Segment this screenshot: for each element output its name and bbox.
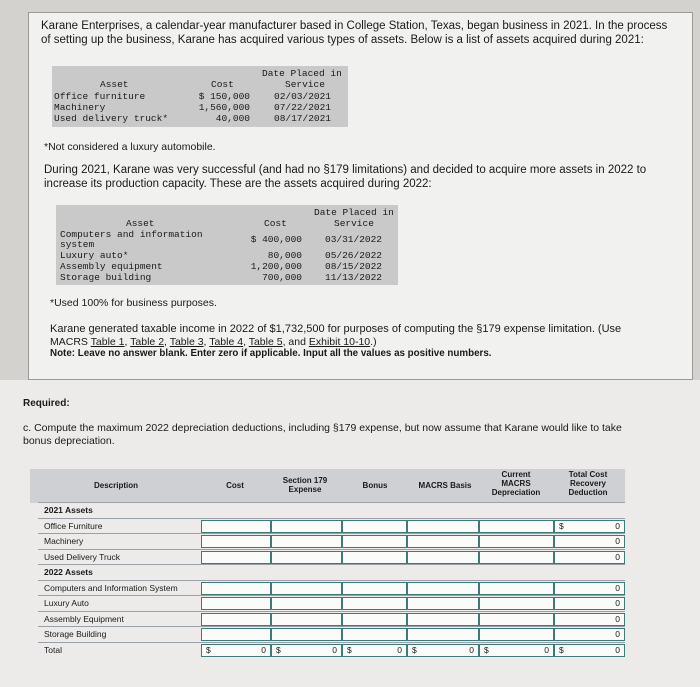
required-label: Required: — [23, 398, 70, 409]
assembly-sec179-input[interactable] — [271, 613, 342, 626]
asset-2022-name: Luxury auto* — [60, 250, 129, 261]
storage-bonus-input[interactable] — [342, 628, 407, 641]
table-row-total: Total $ 0 $ 0 $ 0 $ 0 $ 0 $ 0 — [38, 642, 625, 658]
question-line-2: bonus depreciation. — [23, 435, 115, 447]
assembly-cost-input[interactable] — [201, 613, 271, 626]
storage-sec179-input[interactable] — [271, 628, 342, 641]
table-1-link[interactable]: Table 1 — [90, 336, 125, 348]
col-sec179-line1: Section 179 — [282, 476, 328, 485]
table-row-computers: Computers and Information System 0 — [38, 580, 625, 596]
office-furniture-sec179-input[interactable] — [271, 520, 342, 533]
table-row-2021-assets: 2021 Assets — [38, 502, 625, 518]
assembly-bonus-input[interactable] — [342, 613, 407, 626]
asset-2021-date: 07/22/2021 — [274, 102, 332, 113]
col-macrs-basis: MACRS Basis — [418, 481, 472, 490]
luxury-auto-cost-input[interactable] — [201, 597, 271, 610]
col-description: Description — [93, 481, 138, 490]
col-current-line3: Depreciation — [491, 488, 541, 497]
asset-2021-name: Machinery — [54, 102, 106, 113]
col-current-line1: Current — [501, 470, 531, 479]
asset-2022-name-cont: system — [60, 239, 95, 250]
asset-2021-cost: $ 150,000 — [198, 91, 250, 102]
table-2-link[interactable]: Table 2 — [130, 336, 165, 348]
col-cost: Cost — [226, 481, 244, 490]
asset-2021-name: Used delivery truck* — [54, 113, 169, 124]
assembly-total-value: 0 — [554, 613, 625, 626]
table-4-link[interactable]: Table 4 — [209, 336, 244, 348]
assets-2021-header-cost: Cost — [211, 79, 234, 90]
table-row-machinery: Machinery 0 — [38, 533, 625, 549]
col-total-line3: Deduction — [568, 488, 608, 497]
machinery-total-value: 0 — [554, 535, 625, 548]
total-recovery-value: $ 0 — [554, 644, 625, 657]
table-5-link[interactable]: Table 5 — [248, 336, 283, 348]
para3-line-1: Karane generated taxable income in 2022 of $1,732,500 for purposes of computing the §179 expense limitation. (Use — [50, 323, 622, 335]
table-row-used-delivery-truck: Used Delivery Truck 0 — [38, 549, 625, 565]
asset-2022-name: Storage building — [60, 272, 152, 283]
luxury-auto-macrs-basis-input[interactable] — [407, 597, 479, 610]
total-sec179-value: $ 0 — [271, 644, 342, 657]
table-row-office-furniture: Office Furniture $ 0 — [38, 518, 625, 534]
para3-line-2: MACRS Table 1, Table 2, Table 3, Table 4, Table 5, and Exhibit 10-10.) — [50, 336, 377, 348]
instruction-note: Note: Leave no answer blank. Enter zero if applicable. Input all the values as positive numbers. — [50, 348, 492, 359]
assets-2021-header-service: Service — [285, 79, 325, 90]
truck-bonus-input[interactable] — [342, 551, 407, 564]
assembly-current-macrs-input[interactable] — [479, 613, 554, 626]
para2-line-1: During 2021, Karane was very successful (and had no §179 limitations) and decided to acquire more assets in 2022 to — [44, 164, 647, 176]
assets-2022-header-service: Service — [334, 218, 374, 229]
total-bonus-value: $ 0 — [342, 644, 407, 657]
question-line-1: c. Compute the maximum 2022 depreciation deductions, including §179 expense, but now assume that Karane would like to take — [23, 422, 622, 434]
asset-2021-date: 02/03/2021 — [274, 91, 332, 102]
para2-line-2: increase its production capacity. These are the assets acquired during 2022: — [44, 178, 432, 190]
assembly-macrs-basis-input[interactable] — [407, 613, 479, 626]
computers-current-macrs-input[interactable] — [479, 582, 554, 595]
asset-2021-name: Office furniture — [54, 91, 146, 102]
office-furniture-cost-input[interactable] — [201, 520, 271, 533]
footnote-2021: *Not considered a luxury automobile. — [44, 141, 216, 153]
office-furniture-bonus-input[interactable] — [342, 520, 407, 533]
table-row-2022-assets: 2022 Assets — [38, 564, 625, 580]
computers-cost-input[interactable] — [201, 582, 271, 595]
assets-2022-header-cost: Cost — [264, 218, 287, 229]
total-current-macrs-value: $ 0 — [479, 644, 554, 657]
truck-sec179-input[interactable] — [271, 551, 342, 564]
assets-2022-header-date: Date Placed in — [314, 207, 394, 218]
asset-2022-cost: 80,000 — [267, 250, 302, 261]
asset-2022-date: 08/15/2022 — [325, 261, 383, 272]
exhibit-link[interactable]: Exhibit 10-10 — [308, 336, 371, 348]
col-sec179-line2: Expense — [288, 485, 322, 494]
truck-macrs-basis-input[interactable] — [407, 551, 479, 564]
asset-2022-name: Computers and information — [60, 229, 203, 240]
storage-current-macrs-input[interactable] — [479, 628, 554, 641]
table-row-luxury-auto: Luxury Auto 0 — [38, 595, 625, 611]
asset-2021-cost: 1,560,000 — [198, 102, 250, 113]
assets-2021-header-date: Date Placed in — [262, 68, 342, 79]
machinery-macrs-basis-input[interactable] — [407, 535, 479, 548]
office-furniture-macrs-basis-input[interactable] — [407, 520, 479, 533]
asset-2022-cost: 700,000 — [262, 272, 302, 283]
col-total-line2: Recovery — [569, 479, 607, 488]
office-furniture-current-macrs-input[interactable] — [479, 520, 554, 533]
asset-2022-date: 03/31/2022 — [325, 234, 383, 245]
assets-2022-header-asset: Asset — [126, 218, 155, 229]
computers-bonus-input[interactable] — [342, 582, 407, 595]
asset-2022-date: 05/26/2022 — [325, 250, 383, 261]
machinery-sec179-input[interactable] — [271, 535, 342, 548]
intro-line-2: of setting up the business, Karane has acquired various types of assets. Below is a list of assets acquired during 2021: — [41, 34, 644, 46]
table-row-assembly-equipment: Assembly Equipment 0 — [38, 611, 625, 627]
col-total-line1: Total Cost — [568, 470, 608, 479]
intro-line-1: Karane Enterprises, a calendar-year manufacturer based in College Station, Texas, began business in 2021. In the process — [41, 20, 668, 32]
computers-sec179-input[interactable] — [271, 582, 342, 595]
assets-2021-header-asset: Asset — [100, 79, 129, 90]
truck-cost-input[interactable] — [201, 551, 271, 564]
luxury-auto-bonus-input[interactable] — [342, 597, 407, 610]
col-current-line2: MACRS — [501, 479, 531, 488]
computers-macrs-basis-input[interactable] — [407, 582, 479, 595]
truck-total-value: 0 — [554, 551, 625, 564]
computers-total-value: 0 — [554, 582, 625, 595]
machinery-cost-input[interactable] — [201, 535, 271, 548]
storage-total-value: 0 — [554, 628, 625, 641]
truck-current-macrs-input[interactable] — [479, 551, 554, 564]
storage-cost-input[interactable] — [201, 628, 271, 641]
machinery-current-macrs-input[interactable] — [479, 535, 554, 548]
luxury-auto-current-macrs-input[interactable] — [479, 597, 554, 610]
luxury-auto-sec179-input[interactable] — [271, 597, 342, 610]
asset-2022-cost: 1,200,000 — [250, 261, 302, 272]
asset-2021-cost: 40,000 — [215, 113, 250, 124]
asset-2021-date: 08/17/2021 — [274, 113, 332, 124]
asset-2022-cost: $ 400,000 — [250, 234, 302, 245]
asset-2022-name: Assembly equipment — [60, 261, 163, 272]
machinery-bonus-input[interactable] — [342, 535, 407, 548]
storage-macrs-basis-input[interactable] — [407, 628, 479, 641]
footnote-2022: *Used 100% for business purposes. — [50, 297, 217, 309]
total-cost-value: $ 0 — [201, 644, 271, 657]
luxury-auto-total-value: 0 — [554, 597, 625, 610]
table-row-storage-building: Storage Building 0 — [38, 626, 625, 642]
total-macrs-basis-value: $ 0 — [407, 644, 479, 657]
table-3-link[interactable]: Table 3 — [169, 336, 204, 348]
office-furniture-total-value: $ 0 — [554, 520, 625, 533]
asset-2022-date: 11/13/2022 — [325, 272, 383, 283]
col-bonus: Bonus — [362, 481, 388, 490]
